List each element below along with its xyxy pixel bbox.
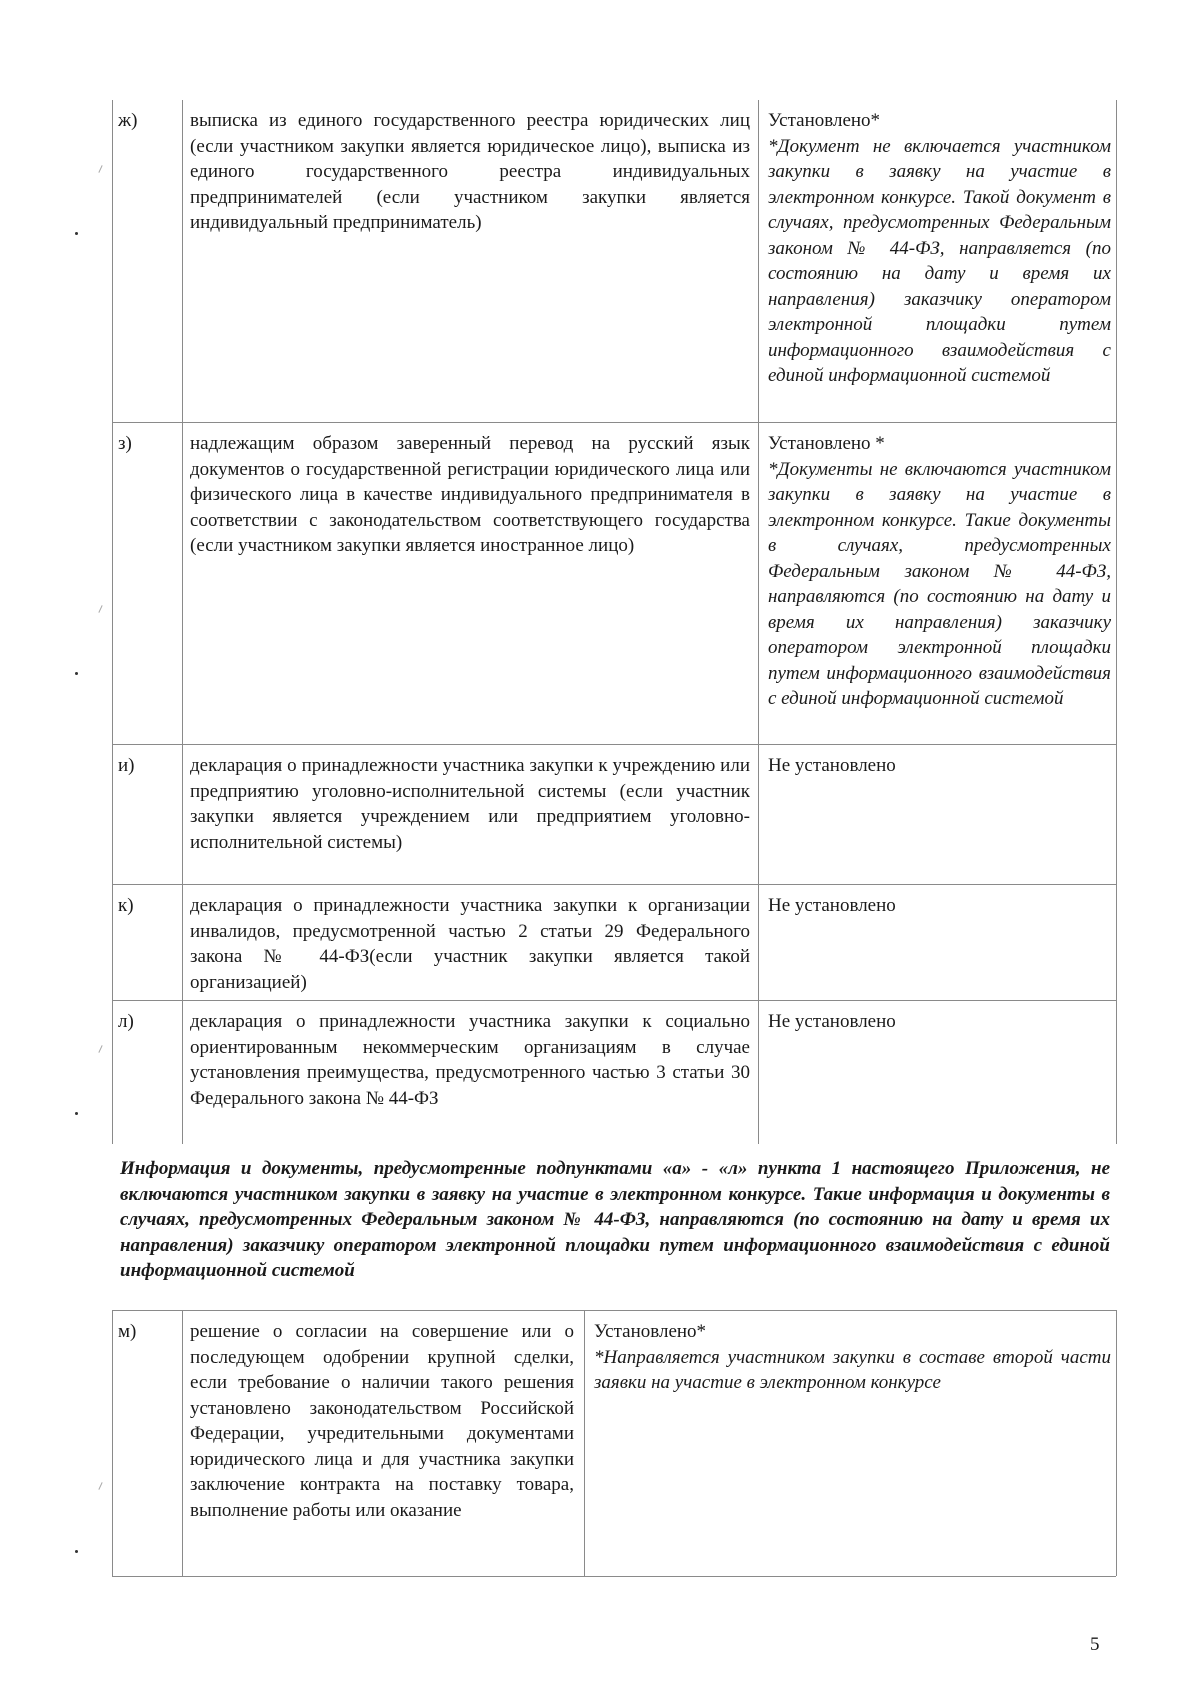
row-status-cell	[768, 1009, 1111, 1035]
table-row	[112, 884, 1116, 1000]
row-status: Установлено *	[768, 433, 885, 454]
row-letter: л)	[118, 1011, 134, 1032]
row-status: Установлено*	[768, 110, 881, 131]
table-row	[112, 1000, 1116, 1144]
row-status: Установлено*	[594, 1321, 707, 1342]
scan-speck	[75, 1112, 78, 1115]
row-status-cell	[768, 753, 1111, 779]
row-status: Не установлено	[768, 1011, 896, 1032]
scan-mark	[98, 605, 102, 613]
requirements-table	[112, 100, 1116, 1144]
row-status-cell	[768, 893, 1111, 919]
table-row	[112, 422, 1116, 744]
table-left-border	[112, 1310, 113, 1576]
column-divider-letter	[182, 1310, 183, 1576]
row-description: декларация о принадлежности участника закупки к социально ориентированным некоммерческим организациям в случае установления преимущества, предусмотренного частью 3 статьи 30 Федерального закона № 44-ФЗ	[190, 1011, 750, 1109]
row-status-cell	[594, 1319, 1111, 1396]
row-description: декларация о принадлежности участника закупки к организации инвалидов, предусмотренной частью 2 статьи 29 Федерального закона № 44-ФЗ(если участник закупки является такой организацией)	[190, 895, 750, 993]
notice-paragraph: Информация и документы, предусмотренные подпунктами «а» - «л» пункта 1 настоящего Приложения, не включаются участником закупки в заявку на участие в электронном конкурсе. Такие информация и документы в случаях, предусмотренных Федеральным законом № 44-ФЗ, направляются (по состоянию на дату и время их направления) заказчику оператором электронной площадки путем информационного взаимодействия с единой информационной системой	[120, 1158, 1110, 1281]
column-divider-status	[584, 1310, 585, 1576]
row-status-note: *Направляется участником закупки в составе второй части заявки на участие в электронном конкурсе	[594, 1346, 1111, 1393]
scan-mark	[98, 1482, 102, 1490]
table-row	[112, 744, 1116, 884]
row-status-note: *Документ не включается участником закупки в заявку на участие в электронном конкурсе. Такой документ в случаях, предусмотренных Федеральным законом № 44-ФЗ, направляется (по состоянию на дату и время их направления) заказчику оператором электронной площадки путем информационного взаимодействия с единой информационной системой	[768, 135, 1111, 386]
scan-speck	[75, 232, 78, 235]
scan-mark	[98, 165, 102, 173]
row-letter: з)	[118, 433, 132, 454]
row-status: Не установлено	[768, 755, 896, 776]
row-description: надлежащим образом заверенный перевод на русский язык документов о государственной регистрации юридического лица или физического лица в качестве индивидуального предпринимателя в соответствии с законодательством соответствующего государства (если участником закупки является иностранное лицо)	[190, 433, 750, 556]
row-status: Не установлено	[768, 895, 896, 916]
row-description: решение о согласии на совершение или о последующем одобрении крупной сделки, если требование о наличии такого решения установлено законодательством Российской Федерации, учредительными документами юридического лица и для участника закупки заключение контракта на поставку товара, выполнение работы или оказание	[190, 1321, 574, 1521]
scan-mark	[98, 1045, 102, 1053]
row-letter: к)	[118, 895, 134, 916]
table-row	[112, 1310, 1116, 1576]
row-letter: ж)	[118, 110, 138, 131]
scan-speck	[75, 1550, 78, 1553]
row-status-cell	[768, 108, 1111, 389]
row-description: выписка из единого государственного реестра юридических лиц (если участником закупки является юридическое лицо), выписка из единого государственного реестра индивидуальных предпринимателей (если участником закупки является индивидуальный предприниматель)	[190, 110, 750, 233]
table-row	[112, 100, 1116, 422]
row-letter: и)	[118, 755, 135, 776]
row-status-cell	[768, 431, 1111, 712]
table-bottom-border	[112, 1576, 1116, 1577]
table-right-border	[1116, 1310, 1117, 1576]
scan-speck	[75, 672, 78, 675]
row-description: декларация о принадлежности участника закупки к учреждению или предприятию уголовно-исполнительной системы (если участник закупки является учреждением или предприятием уголовно-исполнительной системы)	[190, 755, 750, 853]
requirements-table-continued	[112, 1310, 1116, 1576]
row-letter: м)	[118, 1321, 137, 1342]
row-status-note: *Документы не включаются участником закупки в заявку на участие в электронном конкурсе. Такие документы в случаях, предусмотренных Федеральным законом № 44-ФЗ, направляются (по состоянию на дату и время их направления) заказчику оператором электронной площадки путем информационного взаимодействия с единой информационной системой	[768, 458, 1111, 709]
table-right-border	[1116, 100, 1117, 1144]
page-number: 5	[1090, 1634, 1100, 1655]
